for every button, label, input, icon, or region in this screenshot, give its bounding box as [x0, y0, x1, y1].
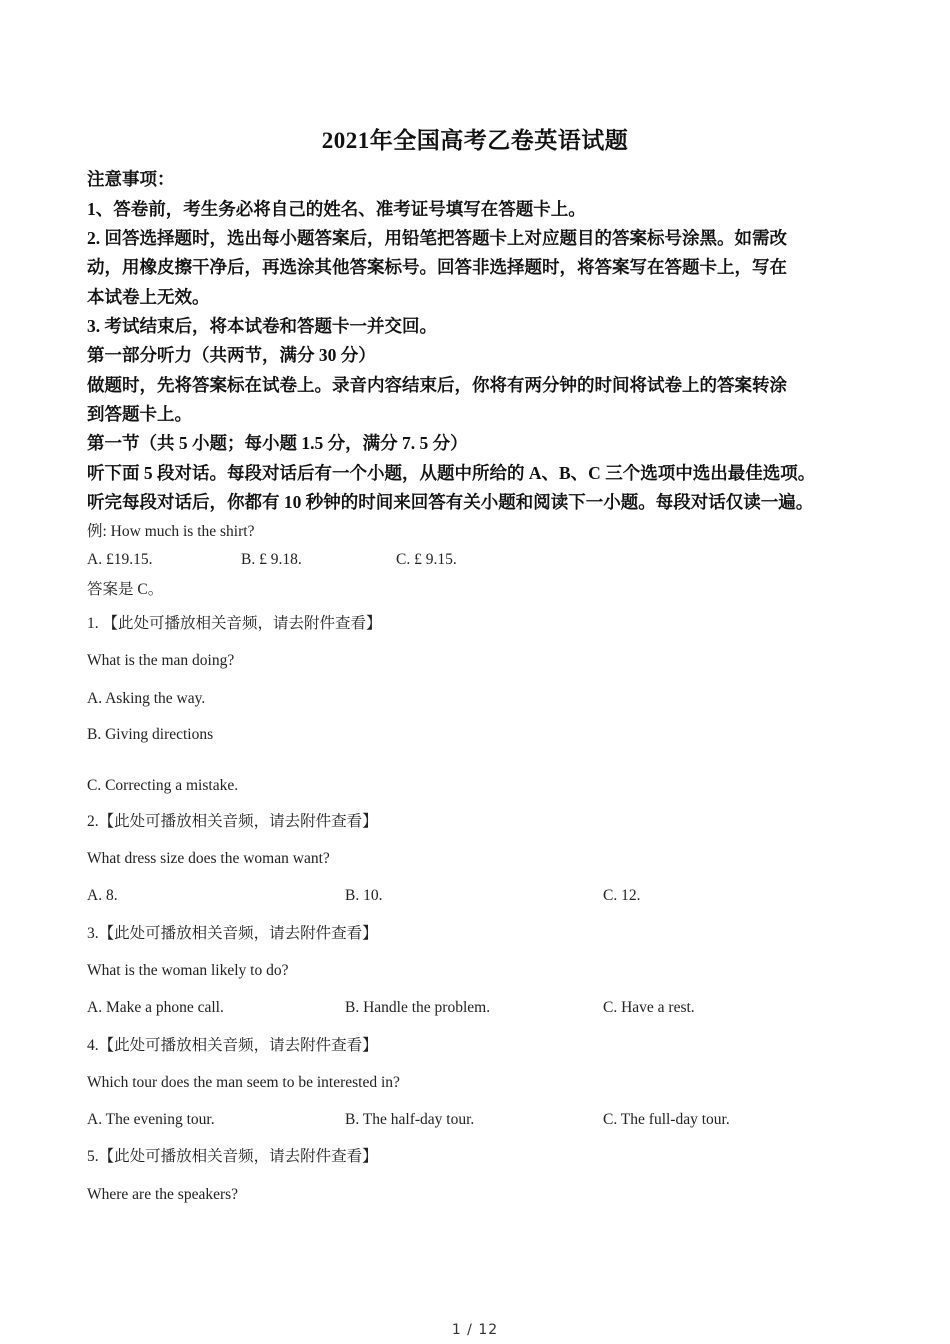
page-number: 1 / 12	[451, 1322, 499, 1338]
example-option-c: C. £ 9.15.	[396, 551, 457, 568]
part1-heading: 第一部分听力（共两节，满分 30 分）	[87, 345, 376, 365]
example-answer: 答案是 C。	[87, 581, 164, 598]
q3-audio-note: 3.【此处可播放相关音频，请去附件查看】	[87, 925, 378, 942]
notice-item-3: 3. 考试结束后，将本试卷和答题卡一并交回。	[87, 316, 437, 336]
q2-option-a: A. 8.	[87, 887, 118, 904]
q1-audio-note: 1. 【此处可播放相关音频，请去附件查看】	[87, 615, 382, 632]
q4-question: Which tour does the man seem to be interested in?	[87, 1074, 400, 1091]
q4-option-a: A. The evening tour.	[87, 1111, 215, 1128]
example-option-b: B. £ 9.18.	[241, 551, 302, 568]
q2-option-b: B. 10.	[345, 887, 383, 904]
q1-option-c: C. Correcting a mistake.	[87, 777, 239, 794]
q1-option-b: B. Giving directions	[87, 726, 214, 743]
q4-audio-note: 4.【此处可播放相关音频，请去附件查看】	[87, 1037, 378, 1054]
q2-option-c: C. 12.	[603, 887, 641, 904]
part1-intro-line-2: 到答题卡上。	[87, 404, 192, 424]
section1-heading: 第一节（共 5 小题；每小题 1.5 分，满分 7. 5 分）	[87, 433, 468, 453]
example-question: 例: How much is the shirt?	[87, 523, 255, 540]
q5-question: Where are the speakers?	[87, 1186, 239, 1203]
q2-audio-note: 2.【此处可播放相关音频，请去附件查看】	[87, 813, 378, 830]
q4-option-c: C. The full-day tour.	[603, 1111, 730, 1128]
notice-heading: 注意事项：	[87, 169, 175, 189]
q4-option-b: B. The half-day tour.	[345, 1111, 475, 1128]
notice-item-2-line-1: 2. 回答选择题时，选出每小题答案后，用铅笔把答题卡上对应题目的答案标号涂黑。如需改	[87, 228, 787, 248]
q3-option-c: C. Have a rest.	[603, 999, 695, 1016]
example-option-a: A. £19.15.	[87, 551, 153, 568]
q1-question: What is the man doing?	[87, 652, 235, 669]
page-title: 2021年全国高考乙卷英语试题	[321, 128, 629, 153]
notice-item-2-line-2: 动，用橡皮擦干净后，再选涂其他答案标号。回答非选择题时，将答案写在答题卡上，写在	[87, 257, 787, 277]
q2-question: What dress size does the woman want?	[87, 850, 330, 867]
q3-option-a: A. Make a phone call.	[87, 999, 224, 1016]
notice-item-2-line-3: 本试卷上无效。	[87, 287, 210, 307]
notice-item-1: 1、答卷前，考生务必将自己的姓名、准考证号填写在答题卡上。	[87, 199, 586, 219]
q1-option-a: A. Asking the way.	[87, 690, 206, 707]
section1-instructions-line-2: 听完每段对话后，你都有 10 秒钟的时间来回答有关小题和阅读下一小题。每段对话仅读一遍。	[87, 492, 814, 512]
q5-audio-note: 5.【此处可播放相关音频，请去附件查看】	[87, 1148, 378, 1165]
q3-option-b: B. Handle the problem.	[345, 999, 491, 1016]
part1-intro-line-1: 做题时，先将答案标在试卷上。录音内容结束后，你将有两分钟的时间将试卷上的答案转涂	[87, 375, 787, 395]
section1-instructions-line-1: 听下面 5 段对话。每段对话后有一个小题，从题中所给的 A、B、C 三个选项中选出最佳选项。	[87, 463, 816, 483]
q3-question: What is the woman likely to do?	[87, 962, 289, 979]
